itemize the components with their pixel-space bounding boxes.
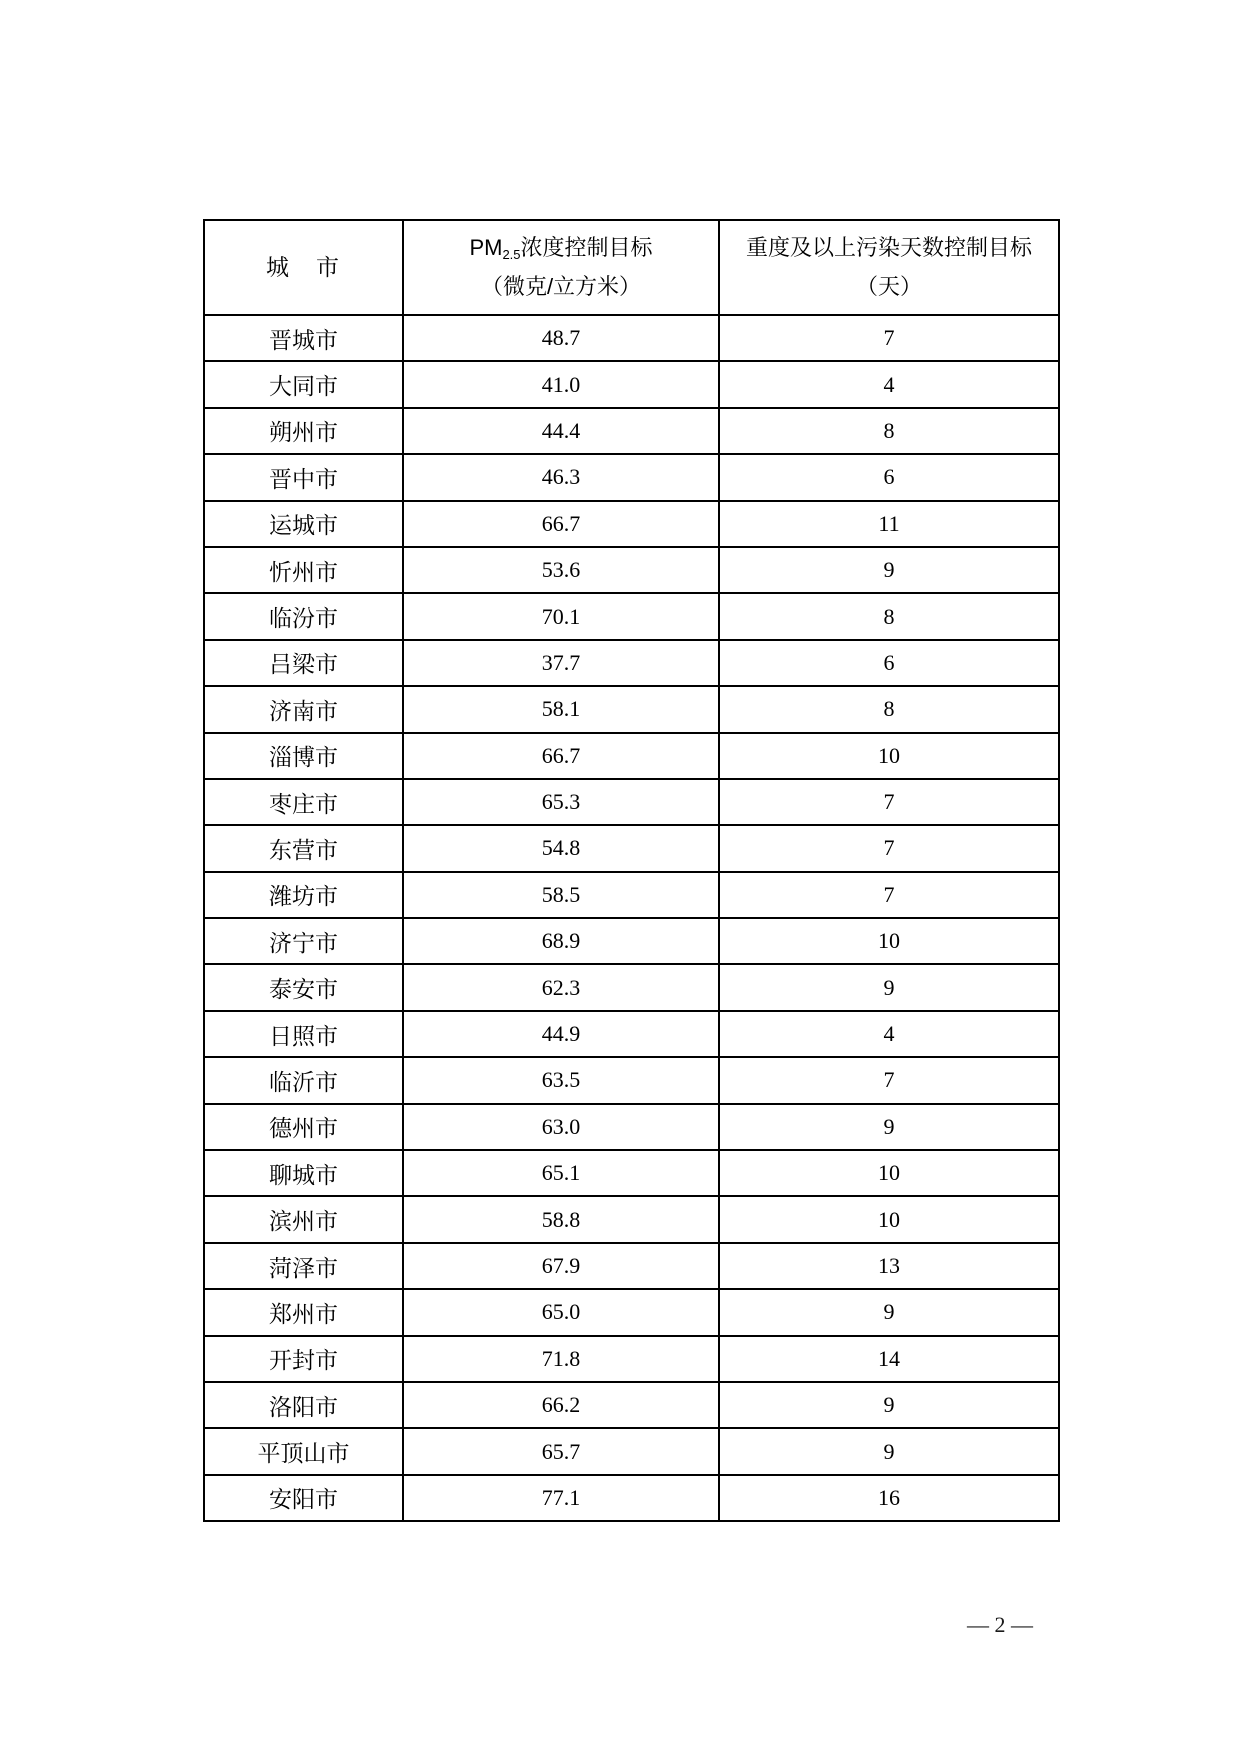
pm25-cell: 65.0 [403,1289,719,1335]
header-pm25-rest: 浓度控制目标 [520,235,653,261]
days-cell: 9 [719,547,1059,593]
days-cell: 8 [719,408,1059,454]
city-cell: 安阳市 [204,1475,403,1521]
city-cell: 日照市 [204,1011,403,1057]
pm25-cell: 46.3 [403,454,719,500]
pm25-cell: 44.4 [403,408,719,454]
city-cell: 吕梁市 [204,640,403,686]
days-cell: 10 [719,1150,1059,1196]
table-row [204,1336,1059,1382]
days-cell: 6 [719,640,1059,686]
days-cell: 9 [719,1382,1059,1428]
days-cell: 16 [719,1475,1059,1521]
days-cell: 4 [719,1011,1059,1057]
pm25-cell: 54.8 [403,825,719,871]
days-cell: 9 [719,1289,1059,1335]
pm25-cell: 63.0 [403,1104,719,1150]
city-cell: 济宁市 [204,918,403,964]
table-row [204,501,1059,547]
header-city-label: 城 市 [266,254,341,280]
table-row [204,1382,1059,1428]
table-row [204,547,1059,593]
pm25-cell: 53.6 [403,547,719,593]
days-cell: 7 [719,872,1059,918]
pm25-cell: 70.1 [403,593,719,639]
pm25-cell: 71.8 [403,1336,719,1382]
header-city-cell [204,220,403,315]
city-cell: 郑州市 [204,1289,403,1335]
table-body [204,315,1059,1521]
city-cell: 临沂市 [204,1057,403,1103]
city-cell: 运城市 [204,501,403,547]
days-cell: 8 [719,686,1059,732]
city-cell: 济南市 [204,686,403,732]
days-cell: 13 [719,1243,1059,1289]
days-cell: 7 [719,825,1059,871]
table-row [204,1428,1059,1474]
pm25-cell: 68.9 [403,918,719,964]
table-row [204,361,1059,407]
days-cell: 7 [719,315,1059,361]
table-row [204,640,1059,686]
days-cell: 4 [719,361,1059,407]
days-cell: 14 [719,1336,1059,1382]
table-row [204,686,1059,732]
table-row [204,1057,1059,1103]
pm25-cell: 62.3 [403,964,719,1010]
table-row [204,1196,1059,1242]
city-cell: 枣庄市 [204,779,403,825]
table-row [204,1011,1059,1057]
city-cell: 晋城市 [204,315,403,361]
table-row [204,454,1059,500]
page-number: — 2 — [967,1612,1033,1637]
city-cell: 大同市 [204,361,403,407]
pm25-cell: 58.5 [403,872,719,918]
city-cell: 开封市 [204,1336,403,1382]
days-cell: 11 [719,501,1059,547]
header-pm25-title [404,235,718,263]
city-cell: 淄博市 [204,733,403,779]
city-cell: 晋中市 [204,454,403,500]
header-days-title: 重度及以上污染天数控制目标 [745,235,1032,261]
days-cell: 9 [719,1104,1059,1150]
pm25-cell: 65.7 [403,1428,719,1474]
table-row [204,593,1059,639]
city-cell: 菏泽市 [204,1243,403,1289]
pm25-cell: 48.7 [403,315,719,361]
header-pm25-unit: （微克/立方米） [480,273,642,299]
pm25-cell: 67.9 [403,1243,719,1289]
table-row [204,1289,1059,1335]
table-row [204,315,1059,361]
pollution-targets-table [203,219,1060,1522]
table-row [204,1150,1059,1196]
table-row [204,1104,1059,1150]
city-cell: 平顶山市 [204,1428,403,1474]
days-cell: 6 [719,454,1059,500]
days-cell: 9 [719,964,1059,1010]
pm25-cell: 37.7 [403,640,719,686]
table-header-row [204,220,1059,315]
city-cell: 滨州市 [204,1196,403,1242]
pm25-cell: 66.7 [403,733,719,779]
table-row [204,1475,1059,1521]
header-pm25-cell [403,220,719,315]
header-days-unit: （天） [855,273,922,299]
city-cell: 德州市 [204,1104,403,1150]
days-cell: 9 [719,1428,1059,1474]
city-cell: 聊城市 [204,1150,403,1196]
city-cell: 东营市 [204,825,403,871]
pm25-cell: 66.2 [403,1382,719,1428]
pm25-cell: 65.1 [403,1150,719,1196]
days-cell: 7 [719,1057,1059,1103]
table-row [204,825,1059,871]
city-cell: 临汾市 [204,593,403,639]
table-header [204,220,1059,315]
table-row [204,1243,1059,1289]
city-cell: 泰安市 [204,964,403,1010]
pm25-cell: 65.3 [403,779,719,825]
header-pm25-prefix: PM [469,235,503,261]
city-cell: 潍坊市 [204,872,403,918]
pm25-cell: 66.7 [403,501,719,547]
pm25-cell: 77.1 [403,1475,719,1521]
pm25-cell: 44.9 [403,1011,719,1057]
table-row [204,733,1059,779]
pm25-cell: 63.5 [403,1057,719,1103]
days-cell: 7 [719,779,1059,825]
days-cell: 10 [719,733,1059,779]
header-days-cell [719,220,1059,315]
days-cell: 10 [719,918,1059,964]
pm25-cell: 58.1 [403,686,719,732]
header-pm25-subscript: 2.5 [502,247,521,263]
city-cell: 洛阳市 [204,1382,403,1428]
table-row [204,408,1059,454]
pm25-cell: 41.0 [403,361,719,407]
pm25-cell: 58.8 [403,1196,719,1242]
days-cell: 8 [719,593,1059,639]
days-cell: 10 [719,1196,1059,1242]
city-cell: 忻州市 [204,547,403,593]
city-cell: 朔州市 [204,408,403,454]
table-row [204,964,1059,1010]
table-row [204,872,1059,918]
table-row [204,918,1059,964]
table-row [204,779,1059,825]
